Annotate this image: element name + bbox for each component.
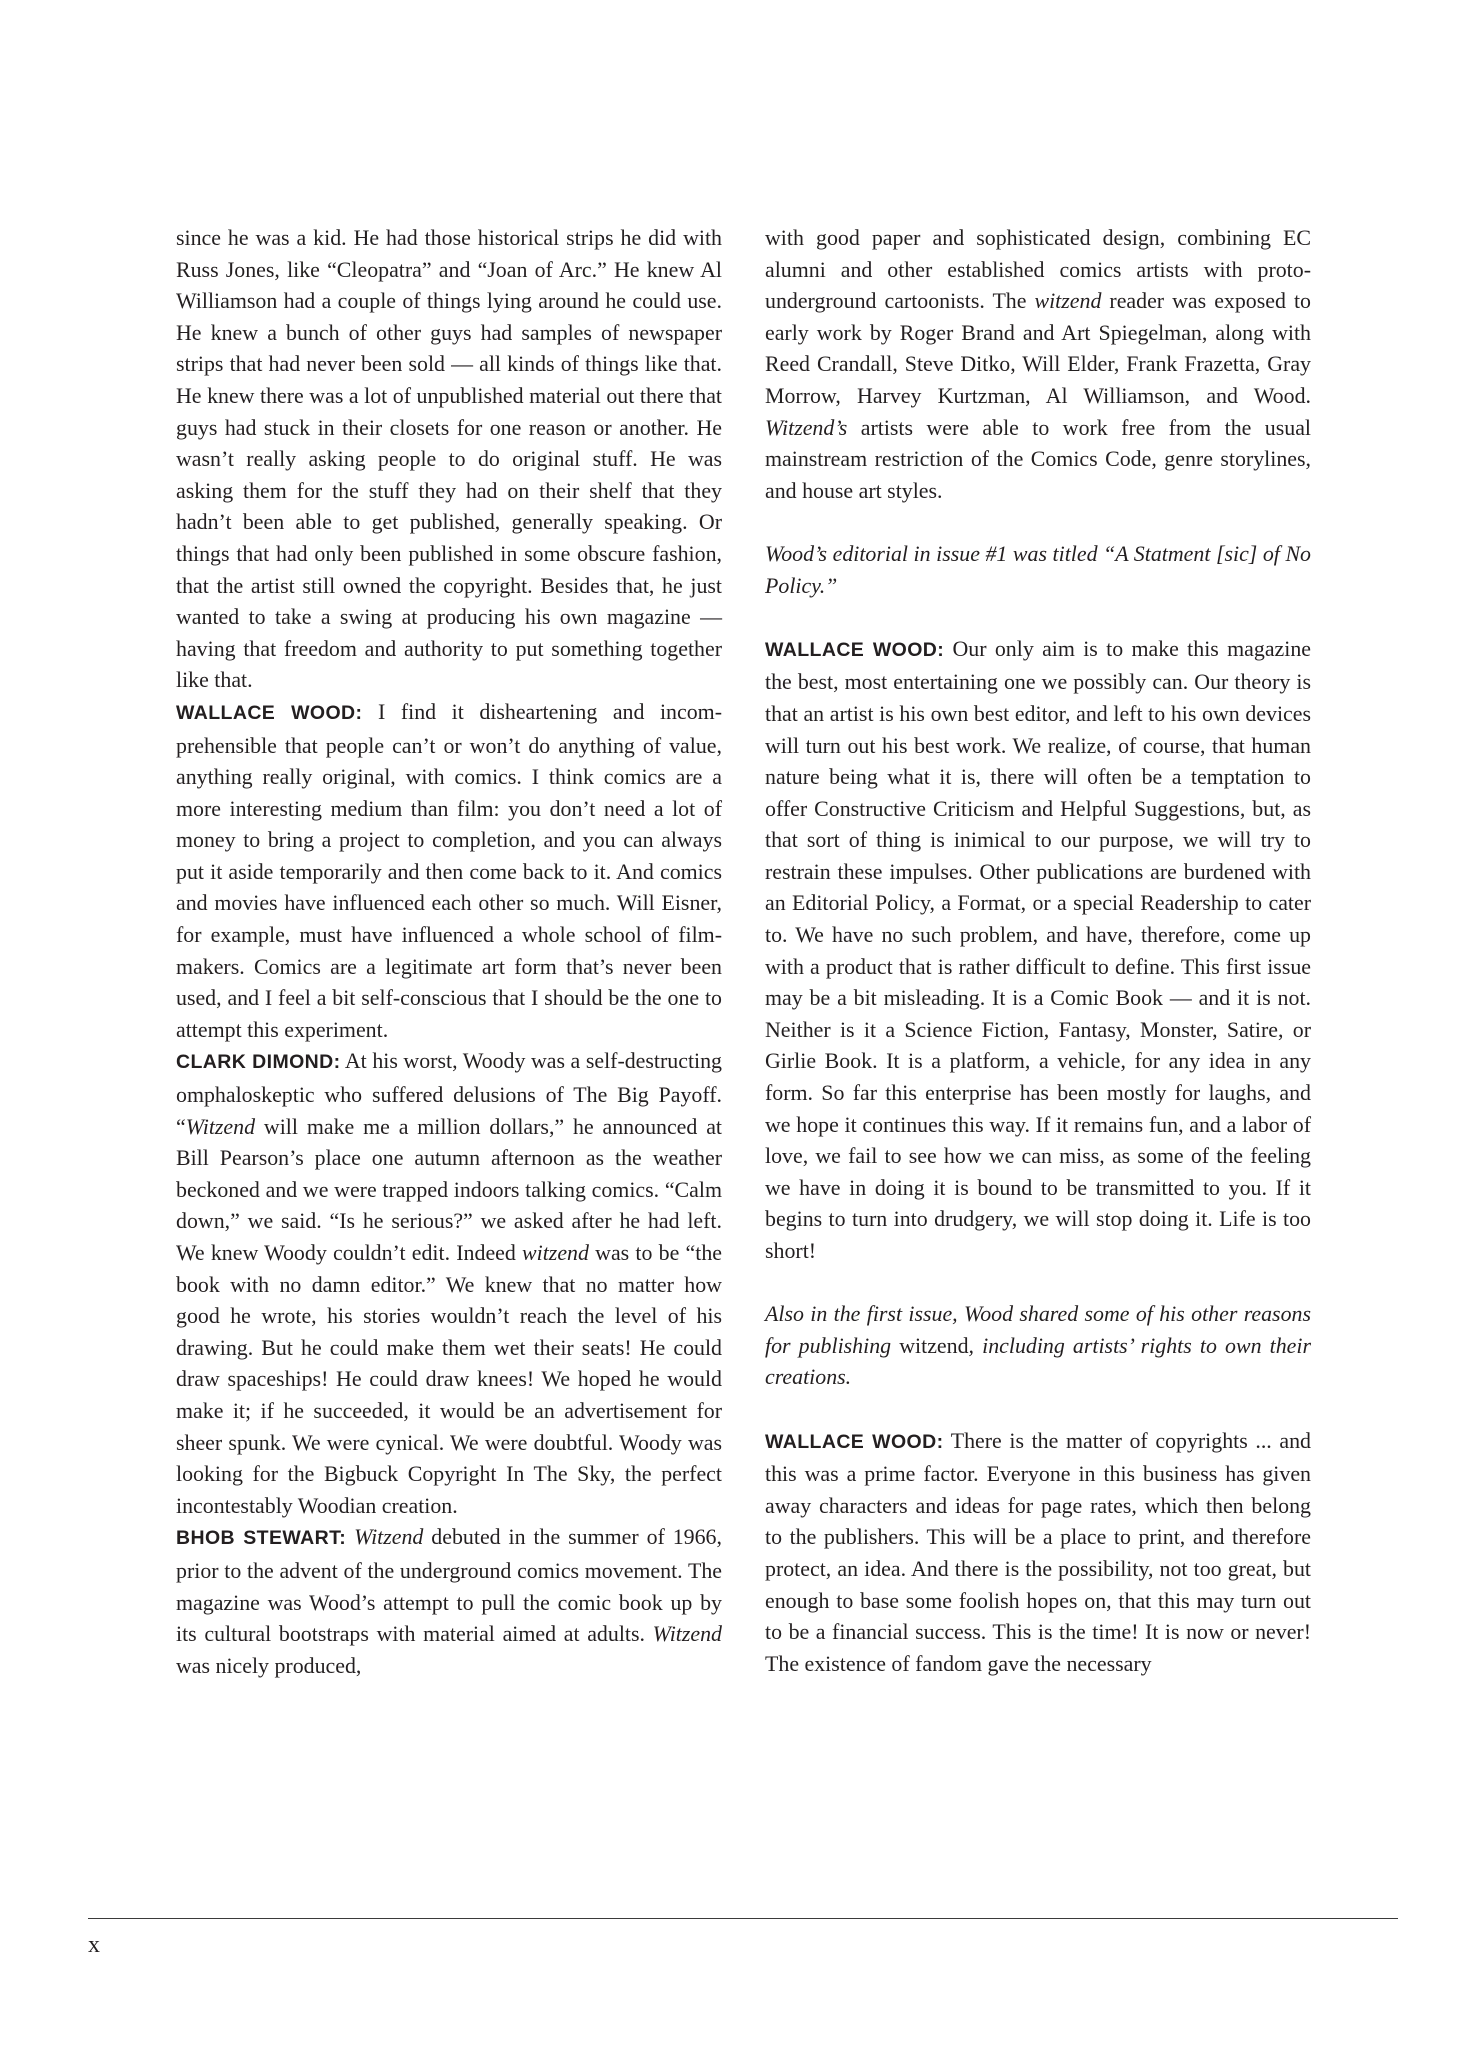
intro-text: , including artists’ rights to own their creations. (765, 1332, 1311, 1390)
paragraph-text: debuted in the summer of 1966, prior to the advent of the underground comics movement. The magazine was Wood’s attempt to pull the comic book up by its cultural bootstraps with material aimed at adults. (176, 1524, 722, 1647)
magazine-title: Witzend (185, 1113, 256, 1139)
magazine-title: Witzend (652, 1621, 722, 1647)
paragraph-text: was nicely produced, (176, 1652, 362, 1678)
speaker-label: BHOB STEWART: (176, 1527, 347, 1550)
magazine-title: Witzend’s (765, 414, 848, 440)
speaker-label: CLARK DIMOND: (176, 1051, 341, 1074)
paragraph-text: I find it disheartening and incomprehensible that people can’t or won’t do anything of value, anything really original, with comics. I think comics are a more interesting medium than film: you don’t need a lot of money to bring a project to completion, and you can always put it aside temporarily and then come back to it. And comics and movies have influenced each other so much. Will Eisner, for example, must have influenced a whole school of filmmakers. Comics are a legitimate art form that’s never been used, and I feel a bit self-conscious that I should be the one to attempt this experiment. (176, 698, 722, 1042)
magazine-title: witzend (891, 1332, 969, 1358)
paragraph-text: At his worst, Woody was a self-destructing omphaloskeptic who suffered delusions of The Big Payoff. “ (176, 1048, 722, 1139)
paragraph-text: Our only aim is to make this magazine the best, most entertaining one we possibly can. Our theory is that an artist is his own best editor, and left to his own devices will turn out his best work. We realize, of course, that human nature being what it is, there will often be a temptation to offer Constructive Criticism and Helpful Suggestions, but, as that sort of thing is inimical to our purpose, we will try to restrain these impulses. Other publications are burdened with an Editorial Policy, a Format, or a special Readership to cater to. We have no such problem, and have, therefore, come up with a product that is rather difficult to define. This first issue may be a bit misleading. It is a Comic Book — and it is not. Neither is it a Science Fiction, Fantasy, Monster, Satire, or Girlie Book. It is a platform, a vehicle, for any idea in any form. So far this enterprise has been mostly for laughs, and we hope it continues this way. If it remains fun, and a labor of love, we fail to see how we can miss, as some of the feeling we have in doing it is bound to be transmitted to you. If it begins to turn into drudgery, we will stop doing it. Life is too short! (765, 635, 1311, 1263)
paragraph-witzend-description (765, 222, 1311, 506)
paragraph-clark-dimond-quote (176, 1045, 722, 1521)
paragraph-text: with good paper and sophisticated design, combining EC alumni and other established comics artists with proto-underground cartoonists. The (765, 225, 1311, 314)
magazine-title: witzend (1034, 288, 1102, 314)
magazine-title: Witzend (354, 1524, 424, 1550)
paragraph-text: will make me a million dollars,” he announced at Bill Pearson’s place one autumn afternoon as the weather beckoned and we were trapped indoors talking comics. “Calm down,” we said. “Is he serious?” we asked after he had left. We knew Woody couldn’t edit. Indeed (176, 1113, 722, 1265)
paragraph-bhob-stewart-quote (176, 1521, 722, 1681)
paragraph-text: There is the matter of copyrights ... and this was a prime factor. Everyone in this business has given away characters and ideas for page rates, which then belong to the publishers. This will be a place to print, and therefore protect, an idea. And there is the possibility, not too great, but enough to base some foolish hopes on, that this may turn out to be a financial success. This is the time! It is now or never! The existence of fandom gave the necessary (765, 1427, 1312, 1676)
paragraph-text: since he was a kid. He had those historical strips he did with Russ Jones, like “Cleopatra” and “Joan of Arc.” He knew Al Williamson had a couple of things lying around he could use. He knew a bunch of other guys had samples of newspaper strips that had never been sold — all kinds of things like that. He knew there was a lot of unpublished material out there that guys had stuck in their closets for one reason or another. He wasn’t really asking people to do original stuff. He was asking them for the stuff they had on their shelf that they hadn’t been able to get published, generally speaking. Or things that had only been published in some obscure fashion, that the artist still owned the copyright. Besides that, he just wanted to take a swing at producing his own magazine — having that freedom and authority to put something together like that. (176, 225, 722, 693)
editorial-intro: Wood’s editorial in issue #1 was titled “A Statment [sic] of No Policy.” (765, 540, 1311, 598)
speaker-label: WALLACE WOOD: (176, 701, 363, 724)
paragraph-wood-context (176, 222, 722, 696)
paragraph-wallace-wood-quote (176, 696, 722, 1046)
left-column (176, 222, 722, 1681)
paragraph-text: was to be “the book with no damn editor.” We knew that no matter how good he wrote, his stories wouldn’t reach the level of his drawing. But he could make them wet their seats! He could draw spaceships! He could draw knees! We hoped he would make it; if he succeeded, it would be an advertisement for sheer spunk. We were cynical. We were doubtful. Woody was looking for the Bigbuck Copyright In The Sky, the perfect incontestably Woodian creation. (176, 1240, 722, 1518)
right-column (765, 222, 1311, 1679)
speaker-label: WALLACE WOOD: (765, 1430, 944, 1453)
paragraph-text: reader was exposed to early work by Roger Brand and Art Spiegelman, along with Reed Crandall, Steve Ditko, Will Elder, Frank Frazetta, Gray Morrow, Harvey Kurtzman, Al Williamson, and Wood. (765, 288, 1311, 408)
paragraph-wallace-wood-copyrights (765, 1425, 1311, 1680)
magazine-title: witzend (522, 1240, 589, 1265)
page-number: x (88, 1932, 100, 1958)
paragraph-text: artists were able to work free from the usual mainstream restriction of the Comics Code, genre storylines, and house art styles. (765, 414, 1311, 503)
speaker-label: WALLACE WOOD: (765, 638, 945, 661)
paragraph-wallace-wood-editorial (765, 633, 1311, 1267)
intro-text: Also in the first issue, Wood shared some of his other reasons for publishing (765, 1301, 1311, 1358)
copyright-intro (765, 1298, 1311, 1393)
footer-rule (88, 1918, 1398, 1919)
